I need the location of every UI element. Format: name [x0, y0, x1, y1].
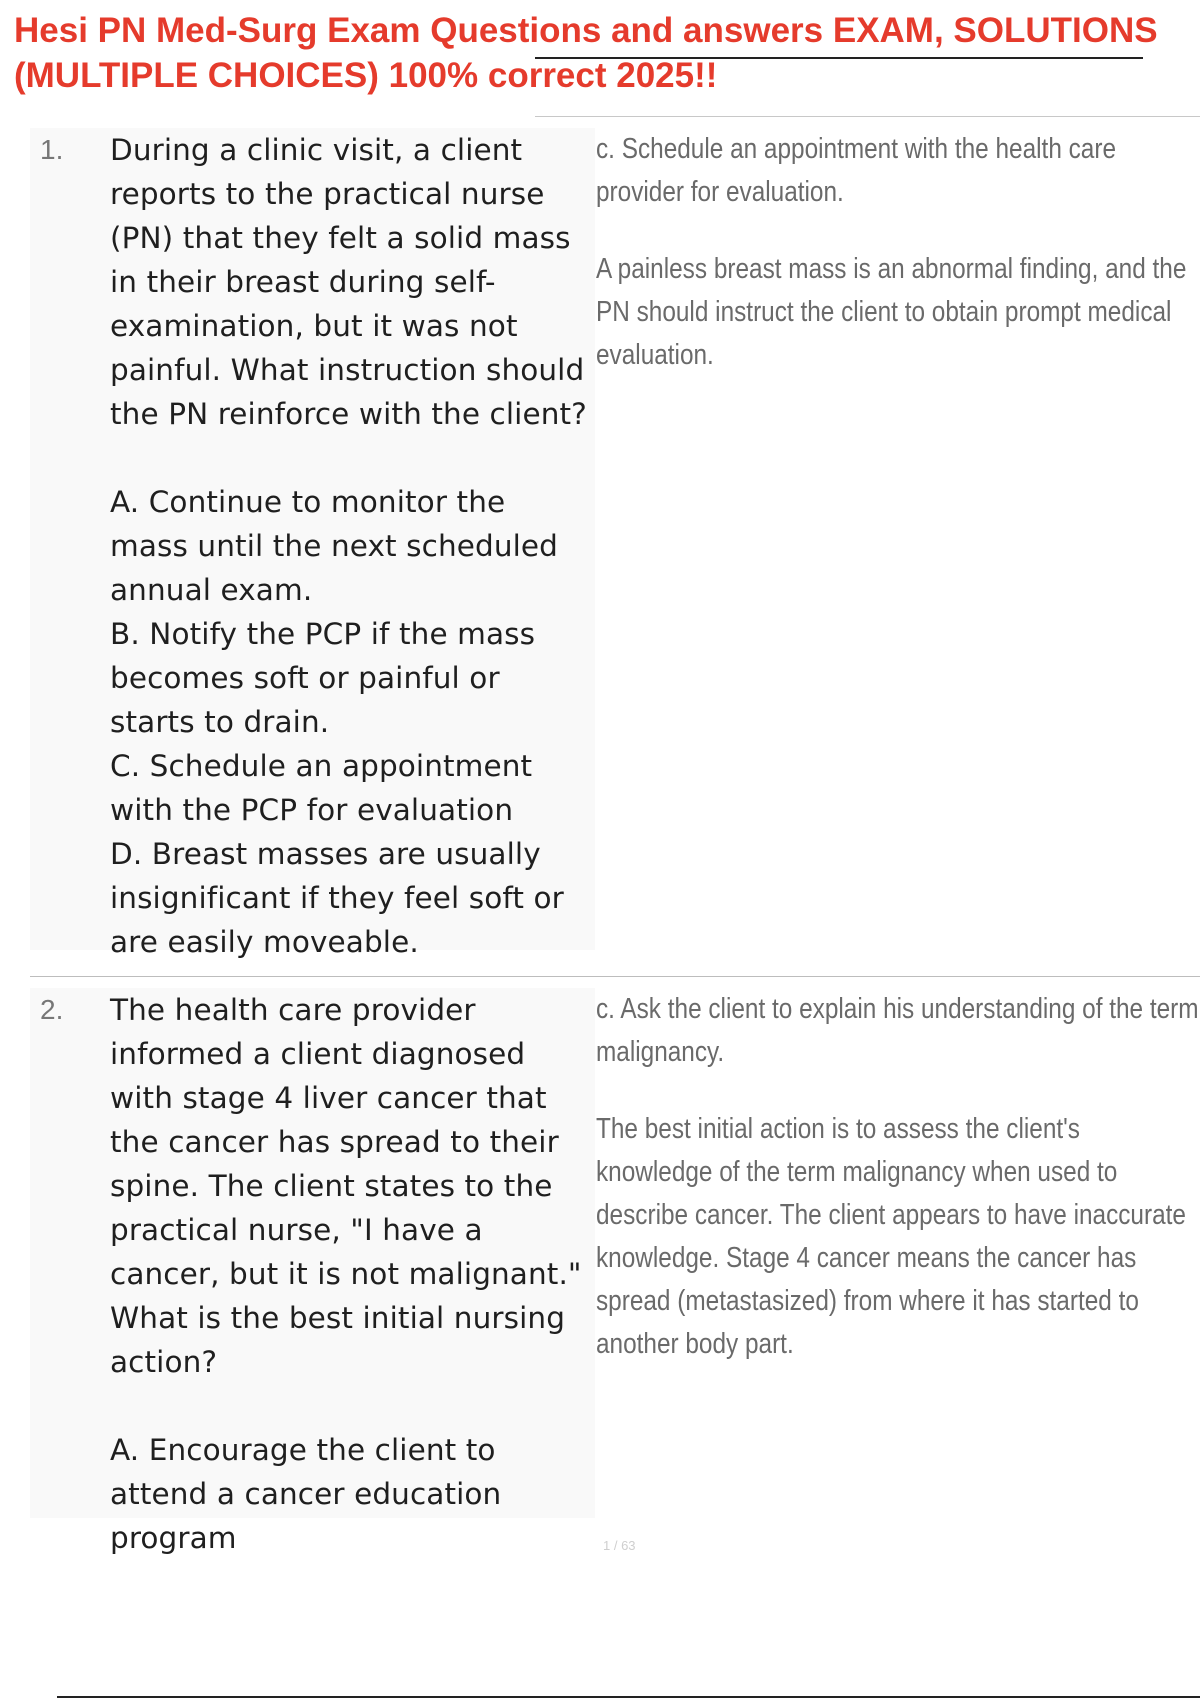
option-d: D. Breast masses are usually insignificant if they feel soft or are easily moveable.	[110, 837, 564, 959]
correct-answer: c. Ask the client to explain his understanding of the term malignancy.	[596, 993, 1199, 1068]
footer-rule	[57, 1696, 1200, 1698]
answer-column	[596, 988, 1199, 1366]
answer-column	[596, 128, 1199, 377]
question-number: 1.	[40, 134, 64, 165]
header-divider	[535, 116, 1200, 117]
question-number: 2.	[40, 994, 64, 1025]
question-text	[110, 128, 590, 964]
option-b: B. Notify the PCP if the mass becomes soft or painful or starts to drain.	[110, 617, 536, 739]
option-c: C. Schedule an appointment with the PCP for evaluation	[110, 749, 533, 827]
rationale: The best initial action is to assess the client's knowledge of the term malignancy when used to describe cancer. The client appears to have inaccurate knowledge. Stage 4 cancer means the cancer has spread (metastasized) from where it has started to another body part.	[596, 1113, 1186, 1360]
title-underline	[535, 57, 1143, 59]
page-number: 1 / 63	[603, 1538, 636, 1553]
rationale: A painless breast mass is an abnormal finding, and the PN should instruct the client to obtain prompt medical evaluation.	[596, 253, 1187, 371]
document-title: Hesi PN Med-Surg Exam Questions and answers EXAM, SOLUTIONS (MULTIPLE CHOICES) 100% correct 2025!!	[14, 11, 1158, 95]
question-text	[110, 988, 590, 1560]
option-a: A. Encourage the client to attend a cancer education program	[110, 1433, 502, 1555]
question-column	[30, 128, 595, 959]
question-divider	[30, 976, 1200, 977]
question-stem: During a clinic visit, a client reports to the practical nurse (PN) that they felt a solid mass in their breast during self-examination, but it was not painful. What instruction should the PN reinforce with the client?	[110, 133, 587, 431]
correct-answer: c. Schedule an appointment with the health care provider for evaluation.	[596, 133, 1117, 208]
question-column	[30, 988, 595, 1555]
question-row-1	[30, 128, 1200, 959]
option-a: A. Continue to monitor the mass until the next scheduled annual exam.	[110, 485, 559, 607]
question-stem: The health care provider informed a client diagnosed with stage 4 liver cancer that the cancer has spread to their spine. The client states to the practical nurse, "I have a cancer, but it is not malignant." What is the best initial nursing action?	[110, 993, 582, 1379]
